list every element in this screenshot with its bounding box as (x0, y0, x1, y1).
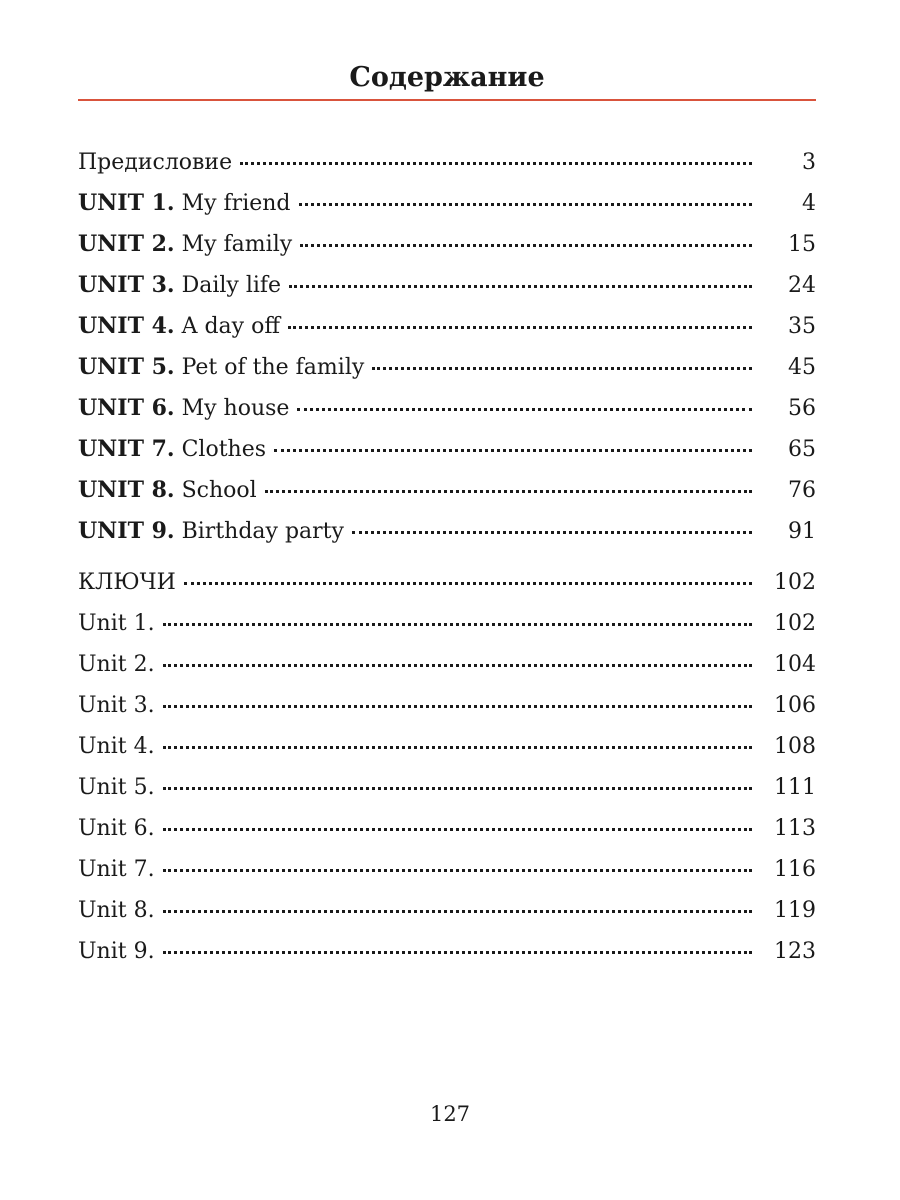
toc-entry-label: КЛЮЧИ (78, 570, 176, 595)
page-number-footer: 127 (429, 1102, 471, 1126)
toc-page-number: 111 (774, 775, 816, 800)
dot-leader (352, 531, 752, 534)
dot-leader (372, 367, 752, 370)
toc-entry-label: UNIT 3. Daily life (78, 272, 282, 298)
dot-leader (297, 408, 752, 411)
toc-page-number: 106 (774, 693, 816, 718)
toc-entry-key-unit-7[interactable] (78, 849, 816, 890)
toc-page-number: 108 (774, 734, 816, 759)
toc-page-number: 65 (788, 437, 816, 462)
toc-page-number: 91 (788, 519, 816, 544)
toc-entry-unit-5[interactable] (78, 347, 816, 388)
dot-leader (288, 326, 752, 329)
title-rule (78, 99, 816, 101)
toc-page-number: 113 (774, 816, 816, 841)
toc-entry-unit-9[interactable] (78, 511, 816, 552)
toc-entry-preface[interactable] (78, 142, 816, 183)
toc-entry-label: UNIT 7. Clothes (78, 436, 267, 462)
toc-entry-label: UNIT 6. My house (78, 395, 290, 421)
toc-page-number: 102 (774, 570, 816, 595)
toc-page-number: 3 (802, 150, 816, 175)
toc-entry-label: Unit 9. (78, 939, 155, 964)
toc-entry-label: Предисловие (78, 150, 233, 175)
toc-page-number: 56 (788, 396, 816, 421)
toc-entry-label: Unit 8. (78, 898, 155, 923)
toc-entry-unit-4[interactable] (78, 306, 816, 347)
dot-leader (163, 664, 752, 667)
toc-entry-unit-1[interactable] (78, 183, 816, 224)
toc-entry-key-unit-6[interactable] (78, 808, 816, 849)
dot-leader (163, 869, 752, 872)
dot-leader (184, 582, 752, 585)
toc-page-number: 4 (802, 191, 816, 216)
dot-leader (163, 705, 752, 708)
toc-entry-keys[interactable] (78, 562, 816, 603)
toc-entry-label: UNIT 4. A day off (78, 313, 280, 339)
toc-entry-label: UNIT 8. School (78, 477, 257, 503)
toc-page-number: 24 (788, 273, 816, 298)
toc-page-number: 102 (774, 611, 816, 636)
toc-entry-label: Unit 1. (78, 611, 155, 636)
toc-entry-label: UNIT 5. Pet of the family (78, 354, 365, 380)
table-of-contents (78, 142, 816, 972)
dot-leader (274, 449, 752, 452)
toc-entry-key-unit-1[interactable] (78, 603, 816, 644)
toc-entry-key-unit-8[interactable] (78, 890, 816, 931)
dot-leader (163, 787, 752, 790)
toc-entry-key-unit-9[interactable] (78, 931, 816, 972)
toc-entry-label: UNIT 2. My family (78, 231, 293, 257)
toc-entry-label: Unit 5. (78, 775, 155, 800)
dot-leader (163, 746, 752, 749)
toc-page-number: 116 (774, 857, 816, 882)
toc-page-number: 104 (774, 652, 816, 677)
toc-entry-unit-2[interactable] (78, 224, 816, 265)
toc-page-number: 15 (788, 232, 816, 257)
dot-leader (240, 162, 752, 165)
toc-entry-label: UNIT 9. Birthday party (78, 518, 344, 544)
toc-entry-key-unit-5[interactable] (78, 767, 816, 808)
dot-leader (163, 828, 752, 831)
toc-page-number: 35 (788, 314, 816, 339)
page-title: Содержание (349, 62, 545, 93)
dot-leader (300, 244, 752, 247)
toc-entry-label: Unit 7. (78, 857, 155, 882)
toc-entry-key-unit-4[interactable] (78, 726, 816, 767)
toc-entry-label: Unit 3. (78, 693, 155, 718)
toc-page-number: 123 (774, 939, 816, 964)
toc-entry-label: Unit 2. (78, 652, 155, 677)
toc-entry-unit-8[interactable] (78, 470, 816, 511)
toc-entry-label: Unit 6. (78, 816, 155, 841)
toc-entry-unit-6[interactable] (78, 388, 816, 429)
toc-entry-key-unit-3[interactable] (78, 685, 816, 726)
dot-leader (299, 203, 752, 206)
dot-leader (289, 285, 752, 288)
toc-page-number: 76 (788, 478, 816, 503)
toc-entry-unit-7[interactable] (78, 429, 816, 470)
toc-entry-key-unit-2[interactable] (78, 644, 816, 685)
dot-leader (163, 910, 752, 913)
dot-leader (163, 623, 752, 626)
dot-leader (265, 490, 752, 493)
toc-entry-label: Unit 4. (78, 734, 155, 759)
dot-leader (163, 951, 752, 954)
toc-entry-label: UNIT 1. My friend (78, 190, 291, 216)
toc-page-number: 45 (788, 355, 816, 380)
toc-page-number: 119 (774, 898, 816, 923)
toc-entry-unit-3[interactable] (78, 265, 816, 306)
